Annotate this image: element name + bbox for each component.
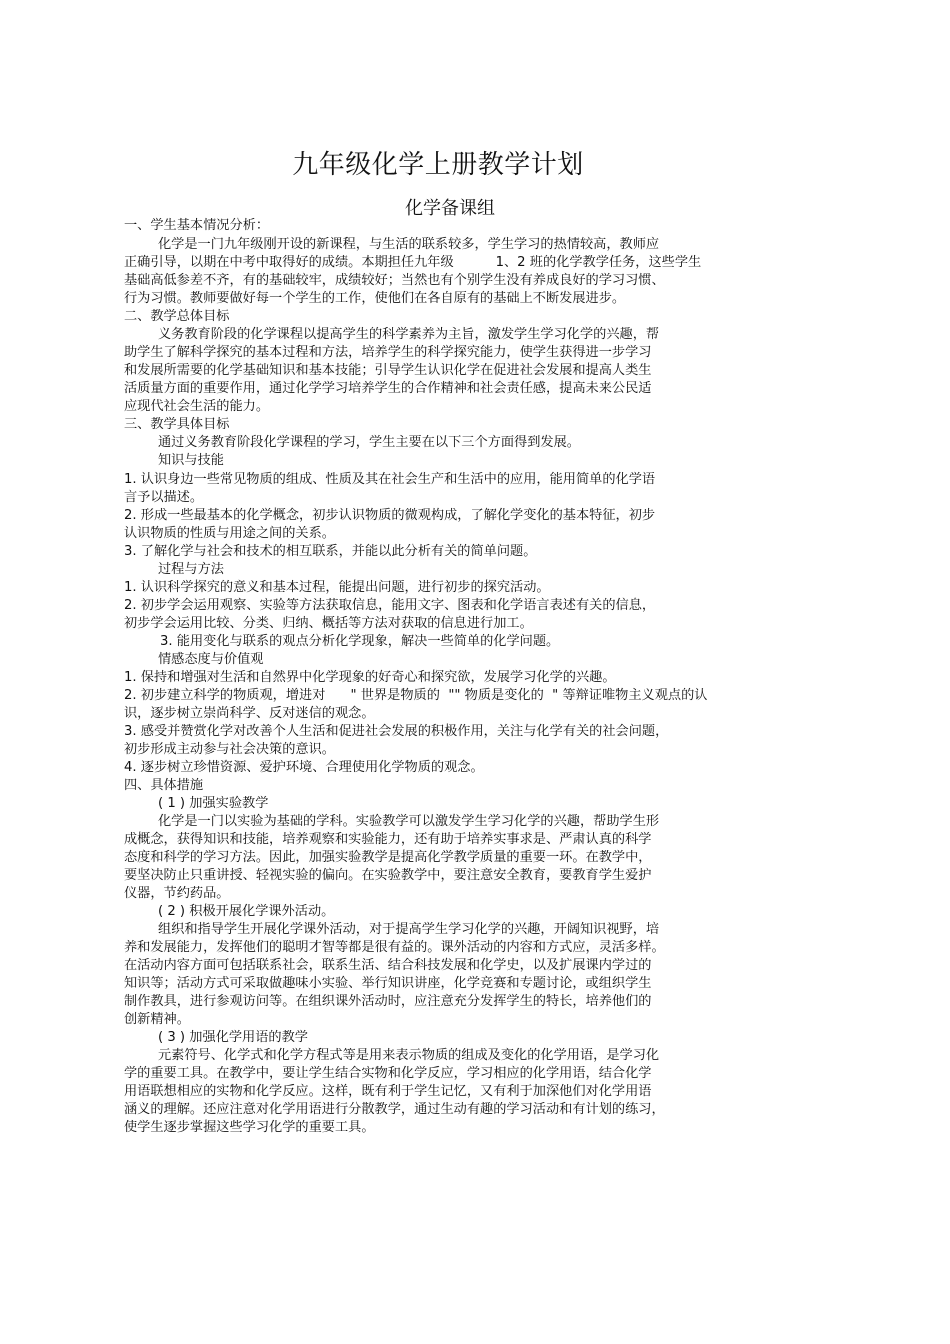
paragraph-line: 基础高低参差不齐，有的基础较牢，成绩较好；当然也有个别学生没有养成良好的学习习惯、 [124,273,665,288]
paragraph-line: 知识等；活动方式可采取做趣味小实验、举行知识讲座，化学竞赛和专题讨论，或组织学生 [124,976,652,991]
paragraph-line: 化学是一门九年级刚开设的新课程，与生活的联系较多，学生学习的热情较高，教师应 [158,237,660,252]
subheading: ( 1 ) 加强实验教学 [158,796,269,811]
list-item: 3. 感受并赞赏化学对改善个人生活和促进社会发展的积极作用，关注与化学有关的社会问题， [124,724,669,739]
paragraph-line: 养和发展能力，发挥他们的聪明才智等都是很有益的。课外活动的内容和方式应，灵活多样。 [124,940,665,955]
list-item: 言予以描述。 [124,490,204,505]
paragraph-line: 助学生了解科学探究的基本过程和方法，培养学生的科学探究能力，使学生获得进一步学习 [124,345,652,360]
paragraph-line: 化学是一门以实验为基础的学科。实验教学可以激发学生学习化学的兴趣，帮助学生形 [158,814,660,829]
subheading: 过程与方法 [158,562,224,577]
list-item: 初步形成主动参与社会决策的意识。 [124,742,335,757]
paragraph-line: 活质量方面的重要作用，通过化学学习培养学生的合作精神和社会责任感，提高未来公民适 [124,381,652,396]
paragraph-line: 仪器，节约药品。 [124,886,230,901]
paragraph-line: 涵义的理解。还应注意对化学用语进行分散教学，通过生动有趣的学习活动和有计划的练习， [124,1102,665,1117]
paragraph-line: 正确引导，以期在中考中取得好的成绩。本期担任九年级 1、2 班的化学教学任务，这些学生 [124,255,702,270]
list-item: 1. 认识科学探究的意义和基本过程，能提出问题，进行初步的探究活动。 [124,580,550,595]
list-item: 2. 初步建立科学的物质观，增进对 " 世界是物质的 "" 物质是变化的 " 等辩证唯物主义观点的认 [124,688,708,703]
paragraph-line: 元素符号、化学式和化学方程式等是用来表示物质的组成及变化的化学用语，是学习化 [158,1048,660,1063]
paragraph-line: 使学生逐步掌握这些学习化学的重要工具。 [124,1120,375,1135]
paragraph-line: 制作教具，进行参观访问等。在组织课外活动时，应注意充分发挥学生的特长，培养他们的 [124,994,652,1009]
paragraph-line: 通过义务教育阶段化学课程的学习，学生主要在以下三个方面得到发展。 [158,435,580,450]
list-item: 认识物质的性质与用途之间的关系。 [124,526,335,541]
section-heading: 四、具体措施 [124,778,204,793]
section-heading: 二、教学总体目标 [124,309,230,324]
list-item: 1. 认识身边一些常见物质的组成、性质及其在社会生产和生活中的应用，能用简单的化学语 [124,472,656,487]
list-item: 3. 能用变化与联系的观点分析化学现象，解决一些简单的化学问题。 [160,634,560,649]
section-heading: 一、学生基本情况分析： [124,218,270,233]
list-item: 2. 形成一些最基本的化学概念，初步认识物质的微观构成，了解化学变化的基本特征，初步 [124,508,656,523]
page-title: 九年级化学上册教学计划 [292,150,584,180]
paragraph-line: 要坚决防止只重讲授、轻视实验的偏向。在实验教学中，要注意安全教育，要教育学生爱护 [124,868,652,883]
subheading: ( 3 ) 加强化学用语的教学 [158,1030,308,1045]
paragraph-line: 态度和科学的学习方法。因此，加强实验教学是提高化学教学质量的重要一环。在教学中， [124,850,652,865]
subheading: 情感态度与价值观 [158,652,264,667]
paragraph-line: 用语联想相应的实物和化学反应。这样，既有利于学生记忆，又有利于加深他们对化学用语 [124,1084,652,1099]
list-item: 1. 保持和增强对生活和自然界中化学现象的好奇心和探究欲，发展学习化学的兴趣。 [124,670,616,685]
paragraph-line: 义务教育阶段的化学课程以提高学生的科学素养为主旨，激发学生学习化学的兴趣，帮 [158,327,660,342]
section-heading: 三、教学具体目标 [124,417,230,432]
list-item: 识，逐步树立崇尚科学、反对迷信的观念。 [124,706,375,721]
paragraph-line: 成概念，获得知识和技能，培养观察和实验能力，还有助于培养实事求是、严肃认真的科学 [124,832,652,847]
paragraph-line: 行为习惯。教师要做好每一个学生的工作，使他们在各自原有的基础上不断发展进步。 [124,291,626,306]
subheading: ( 2 ) 积极开展化学课外活动。 [158,904,335,919]
subheading: 知识与技能 [158,453,224,468]
list-item: 4. 逐步树立珍惜资源、爱护环境、合理使用化学物质的观念。 [124,760,484,775]
paragraph-line: 在活动内容方面可包括联系社会，联系生活、结合科技发展和化学史，以及扩展课内学过的 [124,958,652,973]
paragraph-line: 应现代社会生活的能力。 [124,399,270,414]
paragraph-line: 创新精神。 [124,1012,190,1027]
paragraph-line: 学的重要工具。在教学中，要让学生结合实物和化学反应，学习相应的化学用语，结合化学 [124,1066,652,1081]
page-subtitle: 化学备课组 [405,198,495,219]
paragraph-line: 和发展所需要的化学基础知识和基本技能；引导学生认识化学在促进社会发展和提高人类生 [124,363,652,378]
list-item: 3. 了解化学与社会和技术的相互联系，并能以此分析有关的简单问题。 [124,544,537,559]
list-item: 初步学会运用比较、分类、归纳、概括等方法对获取的信息进行加工。 [124,616,533,631]
paragraph-line: 组织和指导学生开展化学课外活动，对于提高学生学习化学的兴趣，开阔知识视野，培 [158,922,660,937]
list-item: 2. 初步学会运用观察、实验等方法获取信息，能用文字、图表和化学语言表述有关的信息， [124,598,656,613]
